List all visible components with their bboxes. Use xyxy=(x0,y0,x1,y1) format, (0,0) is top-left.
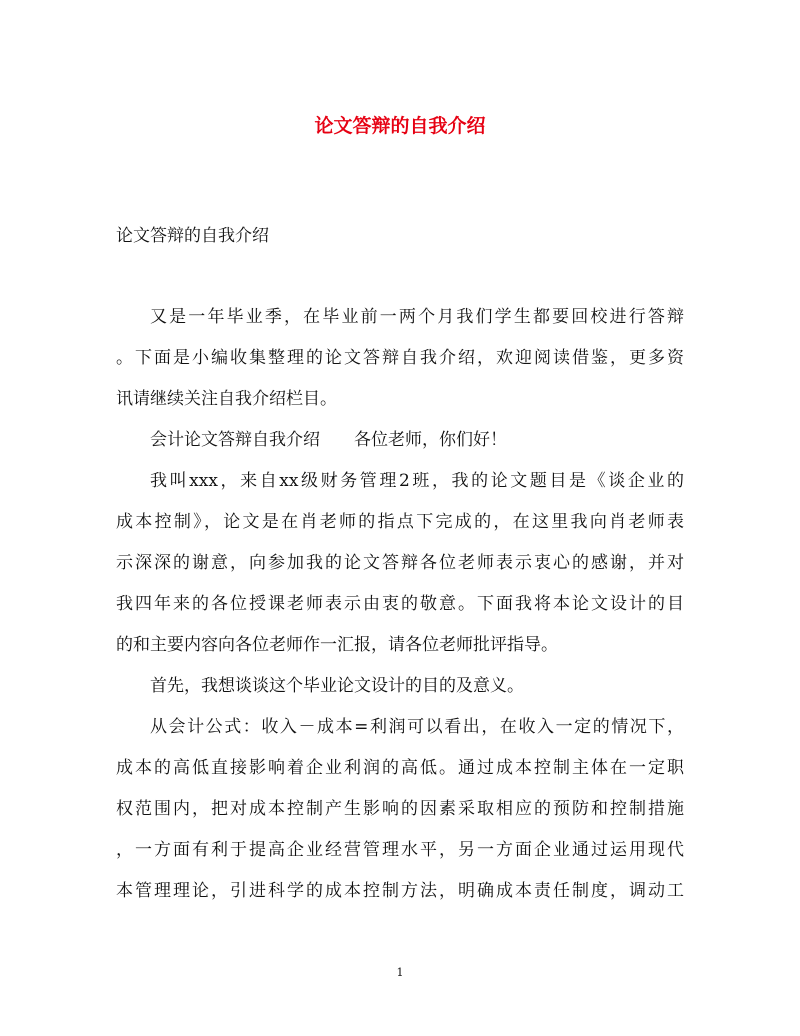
paragraph-line: 的和主要内容向各位老师作一汇报，请各位老师批评指导。 xyxy=(116,635,558,655)
paragraph-line: 我叫xxx，来自xx级财务管理2班，我的论文题目是《谈企业的 xyxy=(150,471,684,491)
paragraph-line: ，一方面有利于提高企业经营管理水平，另一方面企业通过运用现代 xyxy=(116,840,684,860)
paragraph-line: 权范围内，把对成本控制产生影响的因素采取相应的预防和控制措施 xyxy=(116,799,684,819)
paragraph-line: 。下面是小编收集整理的论文答辩自我介绍，欢迎阅读借鉴，更多资 xyxy=(116,348,684,368)
page-number: 1 xyxy=(396,966,404,979)
paragraph-line: 成本的高低直接影响着企业利润的高低。通过成本控制主体在一定职 xyxy=(116,758,684,778)
document-title: 论文答辩的自我介绍 xyxy=(314,115,486,137)
paragraph-line: 又是一年毕业季，在毕业前一两个月我们学生都要回校进行答辩 xyxy=(150,307,684,327)
paragraph-line: 我四年来的各位授课老师表示由衷的敬意。下面我将本论文设计的目 xyxy=(116,594,684,614)
paragraph-line: 讯请继续关注自我介绍栏目。 xyxy=(116,389,337,409)
document-body xyxy=(116,297,684,912)
paragraph-line: 成本控制》，论文是在肖老师的指点下完成的，在这里我向肖老师表 xyxy=(116,512,684,532)
section-heading: 会计论文答辩自我介绍 xyxy=(150,430,320,450)
paragraph-line: 首先，我想谈谈这个毕业论文设计的目的及意义。 xyxy=(150,676,524,696)
paragraph-line: 从会计公式：收入－成本=利润可以看出，在收入一定的情况下， xyxy=(150,717,684,737)
document-subtitle: 论文答辩的自我介绍 xyxy=(116,226,269,246)
paragraph-line: 示深深的谢意，向参加我的论文答辩各位老师表示衷心的感谢，并对 xyxy=(116,553,684,573)
paragraph-line: 本管理理论，引进科学的成本控制方法，明确成本责任制度，调动工 xyxy=(116,881,684,901)
paragraph-line xyxy=(116,420,684,461)
greeting-text: 各位老师，你们好！ xyxy=(354,430,507,450)
